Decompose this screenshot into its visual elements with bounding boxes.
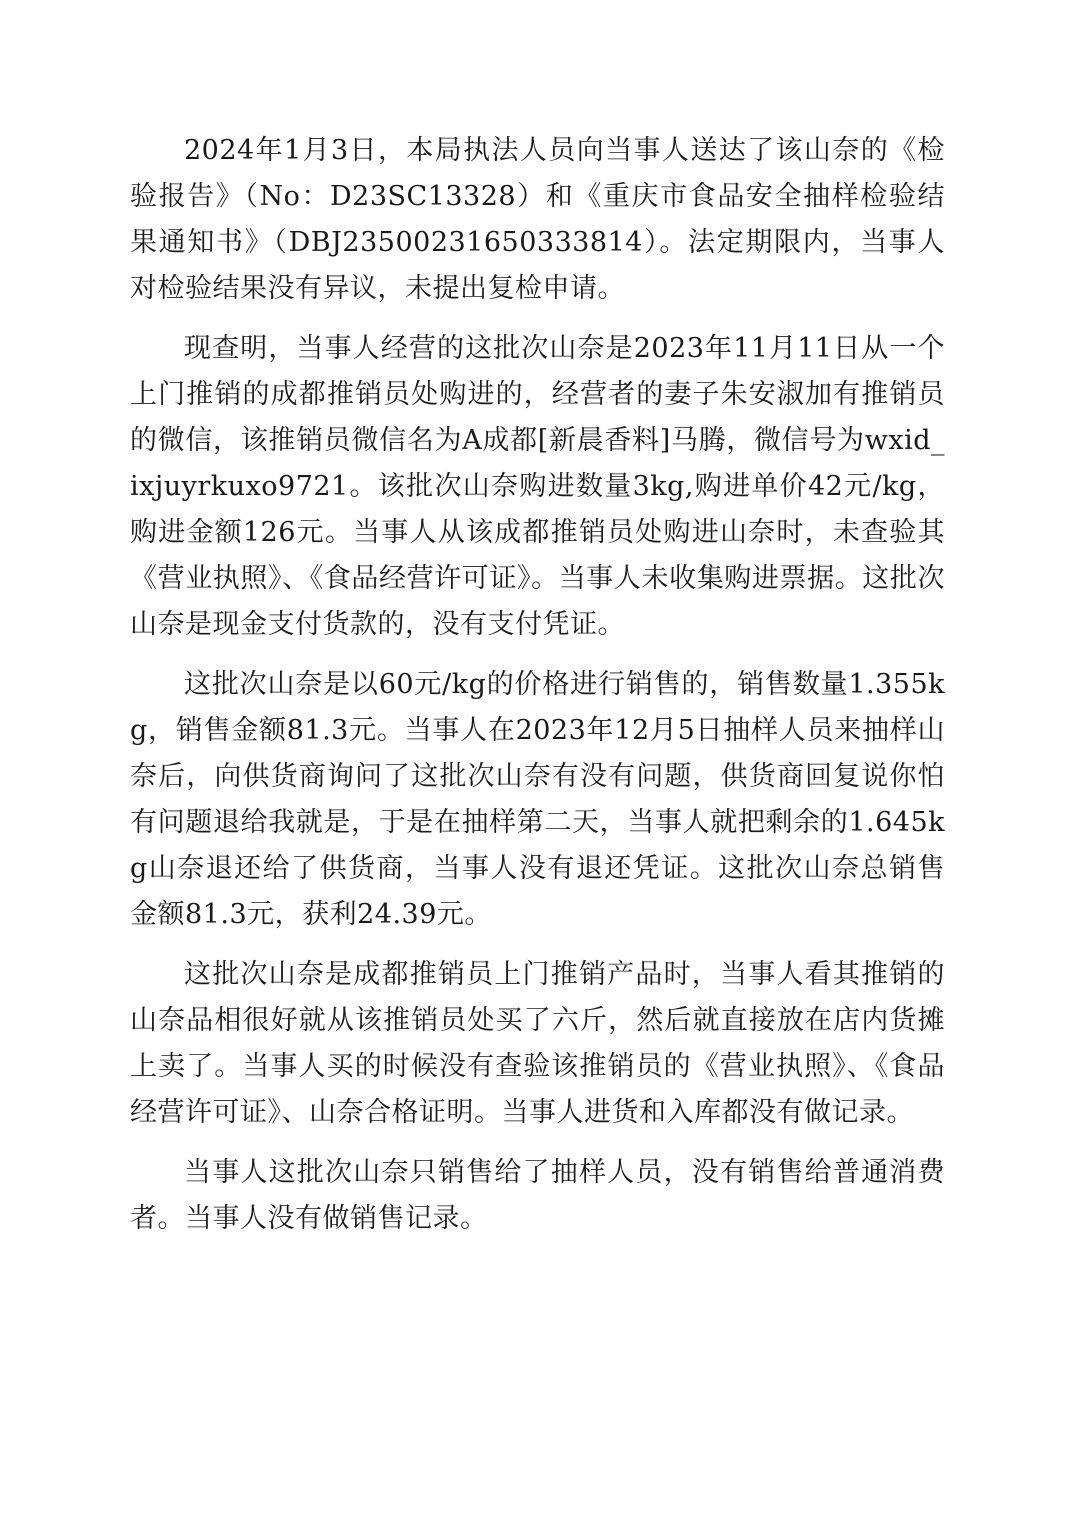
paragraph-purchase-findings: 现查明，当事人经营的这批次山奈是2023年11月11日从一个上门推销的成都推销员处购进的，经营者的妻子朱安淑加有推销员的微信，该推销员微信名为A成都[新晨香料]马腾，微信号为wxid_ixjuyrkuxo9721。该批次山奈购进数量3kg,购进单价42元/kg，购进金额126元。当事人从该成都推销员处购进山奈时，未查验其《营业执照》、《食品经营许可证》。当事人未收集购进票据。这批次山奈是现金支付货款的，没有支付凭证。	[130, 333, 945, 640]
paragraph-purchase-circumstances: 这批次山奈是成都推销员上门推销产品时，当事人看其推销的山奈品相很好就从该推销员处买了六斤，然后就直接放在店内货摊上卖了。当事人买的时候没有查验该推销员的《营业执照》、《食品经营许可证》、山奈合格证明。当事人进货和入库都没有做记录。	[130, 959, 945, 1128]
document-body	[130, 128, 945, 1256]
paragraph-sales-records: 当事人这批次山奈只销售给了抽样人员，没有销售给普通消费者。当事人没有做销售记录。	[130, 1157, 945, 1234]
paragraph-inspection-report: 2024年1月3日，本局执法人员向当事人送达了该山奈的《检验报告》（No：D23SC13328）和《重庆市食品安全抽样检验结果通知书》（DBJ23500231650333814）。法定期限内，当事人对检验结果没有异议，未提出复检申请。	[130, 135, 945, 304]
paragraph-sales-findings: 这批次山奈是以60元/kg的价格进行销售的，销售数量1.355kg，销售金额81.3元。当事人在2023年12月5日抽样人员来抽样山奈后，向供货商询问了这批次山奈有没有问题，供货商回复说你怕有问题退给我就是，于是在抽样第二天，当事人就把剩余的1.645kg山奈退还给了供货商，当事人没有退还凭证。这批次山奈总销售金额81.3元，获利24.39元。	[130, 669, 945, 930]
